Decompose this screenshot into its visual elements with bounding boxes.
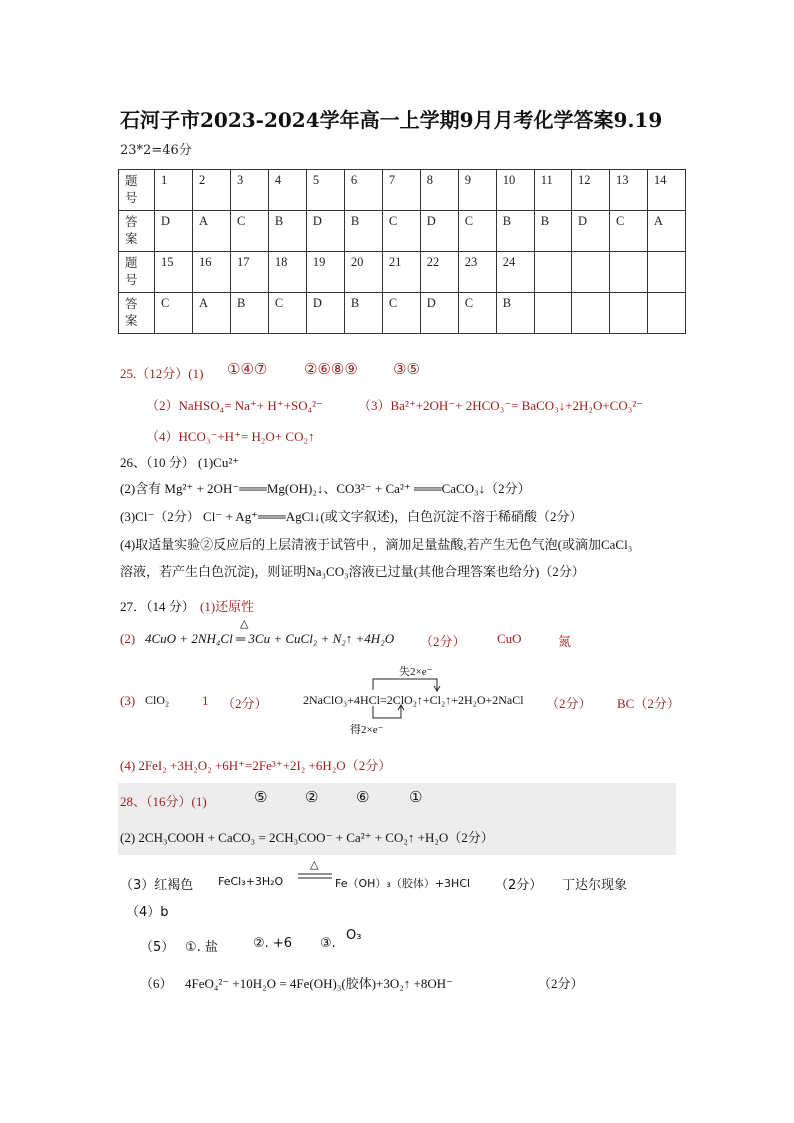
q28-part6-score: （2分） [538,976,584,991]
table-cell: 12 [571,170,609,211]
q27-part4: (4) 2FeI₂ +3H₂O₂ +6H⁺=2Fe³⁺+2I₂ +6H₂O（2分） [120,758,392,773]
table-cell: A [192,211,230,252]
table-cell: A [647,211,685,252]
table-cell: 11 [534,170,571,211]
row-label-answer: 答案 [119,293,155,334]
heat-delta-symbol: △ [240,617,249,630]
q28-part5-c: ③. [320,936,336,951]
table-cell [647,293,685,334]
q27-part3-clo2: ClO₂ [145,693,170,707]
q26-line2: (2)含有 Mg²⁺ + 2OH⁻═══Mg(OH)₂↓、CO3²⁻ + Ca²⁺ ═══CaCO₃↓（2分） [120,481,531,496]
table-cell: 20 [344,252,382,293]
table-row [119,170,686,211]
q27-part3-one: 1 [202,693,209,708]
q28-part3-reactants: FeCl₃+3H₂O [218,875,284,888]
q27-head: 27．（14 分） [120,599,195,614]
table-row [119,293,686,334]
row-label-question: 题号 [119,252,155,293]
q27-part1: (1)还原性 [200,599,255,614]
q28-answer-2: ② [305,788,319,806]
table-cell: B [268,211,306,252]
q25-answer-1b: ②⑥⑧⑨ [304,360,358,378]
q28-part2: (2) 2CH₃COOH + CaCO₃ = 2CH₃COO⁻ + Ca²⁺ + CO₂↑ +H₂O（2分） [120,830,494,845]
q25-head: 25.（12分）(1) [120,366,204,381]
table-cell: 16 [192,252,230,293]
q26-line3: (3)Cl⁻（2分） Cl⁻ + Ag⁺═══AgCl↓(或文字叙述)，白色沉淀不溶于稀硝酸（2分） [120,509,583,524]
q28-part3-products: Fe（OH）₃（胶体）+3HCl [335,877,471,890]
q25-part3: （3）Ba²⁺+2OH⁻+ 2HCO₃⁻= BaCO₃↓+2H₂O+CO₃²⁻ [358,398,644,413]
table-cell: C [382,211,420,252]
q28-part5-b: ②. +6 [253,936,293,951]
q28-answer-4: ① [409,788,423,806]
table-cell: B [344,211,382,252]
table-cell: C [458,293,496,334]
q25-answer-1c: ③⑤ [393,360,420,378]
table-row [119,252,686,293]
table-cell [609,293,647,334]
q27-part3-bc: BC（2分） [617,696,680,711]
electron-lose-label: 失2×e⁻ [399,666,433,678]
heat-delta-symbol: △ [310,858,319,871]
q27-part2-equation: 4CuO + 2NH₄Cl ═ 3Cu + CuCl₂ + N₂↑ +4H₂O [145,631,395,646]
q25-part2: （2）NaHSO₄= Na⁺+ H⁺+SO₄²⁻ [146,398,323,413]
table-row [119,211,686,252]
row-label-answer: 答案 [119,211,155,252]
score-note: 23*2=46分 [120,143,192,158]
table-cell: B [496,293,534,334]
q26-line5: 溶液，若产生白色沉淀)，则证明Na₃CO₃溶液已过量(其他合理答案也给分)（2分） [120,564,585,579]
table-cell: 3 [230,170,268,211]
table-cell: B [534,211,571,252]
q28-answer-3: ⑥ [356,788,370,806]
q27-part2-cuo: CuO [497,631,522,646]
table-cell: B [496,211,534,252]
table-cell: 21 [382,252,420,293]
q28-part3-color: （3）红褐色 [120,878,194,893]
table-cell: A [192,293,230,334]
row-label-question: 题号 [119,170,155,211]
q27-part2-score: （2分） [420,634,466,649]
q28-part3-phenomenon: 丁达尔现象 [562,878,628,893]
table-cell: 5 [306,170,344,211]
table-cell: 23 [458,252,496,293]
table-cell: 15 [155,252,193,293]
table-cell [571,252,609,293]
q27-part3-num: (3) [120,693,136,708]
q27-part2-element: 氮 [558,634,572,649]
table-cell: C [230,211,268,252]
q28-part5-a: ①. 盐 [185,940,218,955]
q28-part6-num: （6） [140,976,173,991]
q28-part6-equation: 4FeO₄²⁻ +10H₂O = 4Fe(OH)₃(胶体)+3O₂↑ +8OH⁻ [185,976,453,991]
table-cell: B [230,293,268,334]
table-cell: 8 [420,170,458,211]
q25-answer-1a: ①④⑦ [227,360,268,378]
table-cell: 22 [420,252,458,293]
table-cell: C [268,293,306,334]
table-cell [571,293,609,334]
table-cell: 13 [609,170,647,211]
table-cell: 1 [155,170,193,211]
q28-part3-score: （2分） [495,878,543,893]
table-cell: D [306,293,344,334]
table-cell [534,293,571,334]
table-cell: C [458,211,496,252]
q27-part3-equation: 2NaClO₃+4HCl=2ClO₂↑+Cl₂↑+2H₂O+2NaCl [303,693,524,707]
table-cell: D [306,211,344,252]
table-cell: 18 [268,252,306,293]
table-cell: 17 [230,252,268,293]
reaction-equals-sign [298,872,332,880]
table-cell: C [609,211,647,252]
q27-part2-num: (2) [120,631,136,646]
table-cell: 7 [382,170,420,211]
table-cell: 2 [192,170,230,211]
table-cell: 19 [306,252,344,293]
table-cell [647,252,685,293]
table-cell: C [155,293,193,334]
q28-part5-ozone: O₃ [346,928,362,943]
table-cell: 6 [344,170,382,211]
q25-part4: （4）HCO₃⁻+H⁺= H₂O+ CO₂↑ [146,429,315,444]
q27-part3-score2: （2分） [546,696,592,711]
table-cell: 14 [647,170,685,211]
q28-answer-1: ⑤ [254,788,268,806]
table-cell: 24 [496,252,534,293]
q27-part3-score: （2分） [222,696,268,711]
table-cell: D [155,211,193,252]
table-cell [534,252,571,293]
q28-head: 28、（16分）(1) [120,794,207,809]
table-cell: C [382,293,420,334]
page-title: 石河子市2023-2024学年高一上学期9月月考化学答案9.19 [120,108,663,132]
table-cell: 10 [496,170,534,211]
q26-line4: (4)取适量实验②反应后的上层清液于试管中 ，滴加足量盐酸,若产生无色气泡(或滴加CaCl₃ [120,537,633,552]
table-cell: 4 [268,170,306,211]
table-cell [609,252,647,293]
table-cell: D [420,211,458,252]
electron-gain-label: 得2×e⁻ [350,724,384,736]
table-cell: D [571,211,609,252]
q26-line1: 26、（10 分） (1)Cu²⁺ [120,455,240,470]
q28-part5-num: （5） [140,940,175,955]
q28-part4: （4）b [126,905,169,920]
table-cell: D [420,293,458,334]
table-cell: B [344,293,382,334]
answer-table [118,169,686,334]
table-cell: 9 [458,170,496,211]
